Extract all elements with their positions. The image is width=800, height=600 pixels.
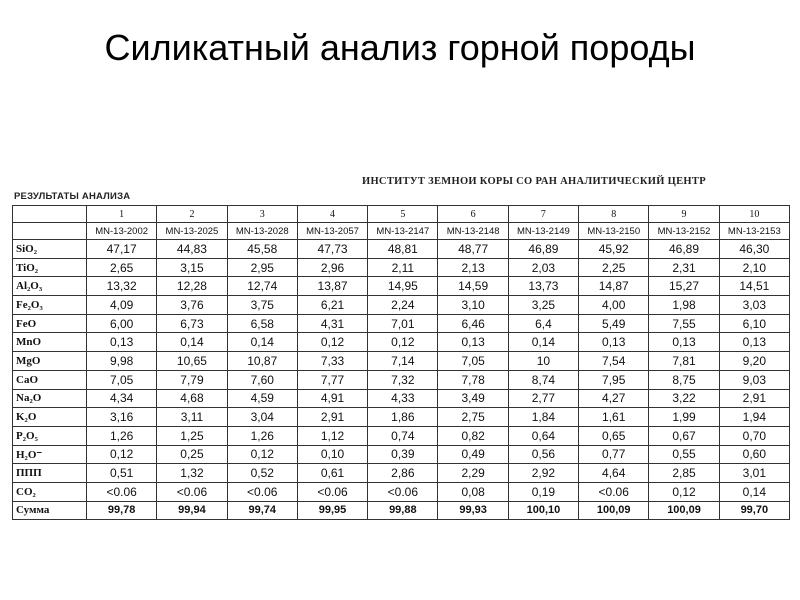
table-cell: 6,73 <box>157 314 227 333</box>
oxide-label: P₂O₅ <box>13 426 87 445</box>
sample-id: MN-13-2148 <box>438 223 508 240</box>
table-cell: 6,10 <box>719 314 789 333</box>
column-number: 9 <box>649 206 719 223</box>
table-cell: 9,03 <box>719 370 789 389</box>
table-cell: 8,75 <box>649 370 719 389</box>
table-cell: 1,12 <box>297 426 367 445</box>
table-cell: 3,16 <box>87 408 157 427</box>
table-cell: 3,03 <box>719 296 789 315</box>
sample-id: MN-13-2147 <box>368 223 438 240</box>
table-cell: 0,10 <box>297 445 367 464</box>
table-cell: 13,87 <box>297 277 367 296</box>
table-cell: 0,12 <box>297 333 367 352</box>
table-cell: 3,49 <box>438 389 508 408</box>
sample-id: MN-13-2153 <box>719 223 789 240</box>
table-cell: 7,05 <box>438 352 508 371</box>
table-cell: 3,76 <box>157 296 227 315</box>
table-cell: 0,56 <box>508 445 578 464</box>
table-row <box>13 314 790 333</box>
table-cell: 7,33 <box>297 352 367 371</box>
oxide-label: Fe₂O₃ <box>13 296 87 315</box>
table-cell: 13,73 <box>508 277 578 296</box>
table-cell: 99,74 <box>227 501 297 520</box>
table-cell: 2,91 <box>719 389 789 408</box>
table-cell: 0,14 <box>508 333 578 352</box>
table-cell: 2,13 <box>438 258 508 277</box>
table-cell: 1,26 <box>87 426 157 445</box>
table-cell: 2,91 <box>297 408 367 427</box>
table-row <box>13 333 790 352</box>
column-number: 5 <box>368 206 438 223</box>
table-cell: 46,30 <box>719 240 789 259</box>
table-cell: 2,03 <box>508 258 578 277</box>
oxide-label: K₂O <box>13 408 87 427</box>
table-row <box>13 501 790 520</box>
table-cell: 0,55 <box>649 445 719 464</box>
oxide-label: H₂O⁻ <box>13 445 87 464</box>
sample-id-row <box>13 223 790 240</box>
table-cell: 4,59 <box>227 389 297 408</box>
table-cell: 0,13 <box>649 333 719 352</box>
sample-id: MN-13-2002 <box>87 223 157 240</box>
table-cell: 6,58 <box>227 314 297 333</box>
table-cell: 0,67 <box>649 426 719 445</box>
table-cell: 99,93 <box>438 501 508 520</box>
table-cell: 1,98 <box>649 296 719 315</box>
table-cell: 14,95 <box>368 277 438 296</box>
table-cell: 99,94 <box>157 501 227 520</box>
table-cell: 12,28 <box>157 277 227 296</box>
table-cell: 7,79 <box>157 370 227 389</box>
table-cell: <0.06 <box>579 482 649 501</box>
table-cell: 0,13 <box>579 333 649 352</box>
table-cell: 46,89 <box>649 240 719 259</box>
results-header: РЕЗУЛЬТАТЫ АНАЛИЗА <box>14 191 131 202</box>
table-cell: 0,64 <box>508 426 578 445</box>
table-cell: 100,10 <box>508 501 578 520</box>
table-cell: 1,61 <box>579 408 649 427</box>
column-number-row <box>13 206 790 223</box>
table-cell: 0,14 <box>157 333 227 352</box>
column-number: 4 <box>297 206 367 223</box>
table-cell: 1,25 <box>157 426 227 445</box>
table-cell: 8,74 <box>508 370 578 389</box>
table-cell: 4,09 <box>87 296 157 315</box>
table-cell: 7,81 <box>649 352 719 371</box>
table-cell: 7,54 <box>579 352 649 371</box>
oxide-label: Al₂O₃ <box>13 277 87 296</box>
table-row <box>13 464 790 483</box>
table-cell: 7,05 <box>87 370 157 389</box>
column-number: 2 <box>157 206 227 223</box>
table-cell: 3,01 <box>719 464 789 483</box>
table-cell: 3,15 <box>157 258 227 277</box>
table-cell: <0.06 <box>297 482 367 501</box>
table-cell: 2,75 <box>438 408 508 427</box>
table-cell: 0,25 <box>157 445 227 464</box>
table-cell: 2,24 <box>368 296 438 315</box>
table-cell: 1,86 <box>368 408 438 427</box>
table-cell: 3,25 <box>508 296 578 315</box>
analysis-table <box>12 205 790 520</box>
column-number: 6 <box>438 206 508 223</box>
table-cell: 14,59 <box>438 277 508 296</box>
institute-header: ИНСТИТУТ ЗЕМНОИ КОРЫ СО РАН АНАЛИТИЧЕСКИЙ ЦЕНТР <box>362 176 706 187</box>
table-cell: 2,92 <box>508 464 578 483</box>
sample-id: MN-13-2149 <box>508 223 578 240</box>
slide-title: Силикатный анализ горной породы <box>104 27 696 68</box>
table-row <box>13 482 790 501</box>
oxide-label: TiO₂ <box>13 258 87 277</box>
table-cell: 4,00 <box>579 296 649 315</box>
oxide-label: Сумма <box>13 501 87 520</box>
table-cell: 2,85 <box>649 464 719 483</box>
column-number: 7 <box>508 206 578 223</box>
table-row <box>13 277 790 296</box>
table-row <box>13 240 790 259</box>
table-row <box>13 352 790 371</box>
table-cell: 6,46 <box>438 314 508 333</box>
table-cell: 2,31 <box>649 258 719 277</box>
table-cell: 14,51 <box>719 277 789 296</box>
table-cell: 3,04 <box>227 408 297 427</box>
table-cell: 2,25 <box>579 258 649 277</box>
table-cell: 0,70 <box>719 426 789 445</box>
table-cell: 47,17 <box>87 240 157 259</box>
table-cell: 0,12 <box>227 445 297 464</box>
table-cell: 0,52 <box>227 464 297 483</box>
table-cell: 0,14 <box>719 482 789 501</box>
table-row <box>13 296 790 315</box>
table-cell: 6,4 <box>508 314 578 333</box>
column-number: 1 <box>87 206 157 223</box>
table-cell: 0,82 <box>438 426 508 445</box>
table-cell: 2,10 <box>719 258 789 277</box>
table-cell: 10,87 <box>227 352 297 371</box>
table-cell: 0,13 <box>719 333 789 352</box>
oxide-label: MgO <box>13 352 87 371</box>
table-cell: <0.06 <box>157 482 227 501</box>
table-cell: 0,39 <box>368 445 438 464</box>
table-cell: 1,26 <box>227 426 297 445</box>
table-cell: 0,61 <box>297 464 367 483</box>
table-cell: 48,77 <box>438 240 508 259</box>
oxide-label: FeO <box>13 314 87 333</box>
table-cell: 12,74 <box>227 277 297 296</box>
table-cell: 7,77 <box>297 370 367 389</box>
table-cell: 47,73 <box>297 240 367 259</box>
table-cell: 99,70 <box>719 501 789 520</box>
table-cell: 0,12 <box>368 333 438 352</box>
table-cell: 2,96 <box>297 258 367 277</box>
table-cell: 45,92 <box>579 240 649 259</box>
corner-cell <box>13 206 87 223</box>
table-row <box>13 445 790 464</box>
table-row <box>13 426 790 445</box>
sample-id: MN-13-2028 <box>227 223 297 240</box>
oxide-label: MnO <box>13 333 87 352</box>
table-cell: 3,11 <box>157 408 227 427</box>
table-cell: 7,95 <box>579 370 649 389</box>
table-cell: 99,88 <box>368 501 438 520</box>
table-cell: 7,78 <box>438 370 508 389</box>
table-row <box>13 408 790 427</box>
table-cell: 1,99 <box>649 408 719 427</box>
table-cell: 0,19 <box>508 482 578 501</box>
table-cell: 7,55 <box>649 314 719 333</box>
table-cell: 99,95 <box>297 501 367 520</box>
oxide-label: Na₂O <box>13 389 87 408</box>
table-cell: 0,51 <box>87 464 157 483</box>
oxide-label: CO₂ <box>13 482 87 501</box>
table-cell: 4,31 <box>297 314 367 333</box>
sample-id: MN-13-2025 <box>157 223 227 240</box>
table-cell: 0,74 <box>368 426 438 445</box>
sample-id: MN-13-2150 <box>579 223 649 240</box>
table-cell: 9,98 <box>87 352 157 371</box>
table-row <box>13 370 790 389</box>
table-cell: 7,32 <box>368 370 438 389</box>
table-cell: 0,12 <box>87 445 157 464</box>
table-cell: 4,91 <box>297 389 367 408</box>
table-cell: 0,13 <box>438 333 508 352</box>
table-cell: 4,68 <box>157 389 227 408</box>
column-number: 8 <box>579 206 649 223</box>
corner-cell <box>13 223 87 240</box>
table-cell: 100,09 <box>649 501 719 520</box>
table-cell: 10 <box>508 352 578 371</box>
table-cell: 2,29 <box>438 464 508 483</box>
table-cell: 2,86 <box>368 464 438 483</box>
table-cell: 4,33 <box>368 389 438 408</box>
table-cell: 100,09 <box>579 501 649 520</box>
oxide-label: SiO₂ <box>13 240 87 259</box>
table-cell: 1,84 <box>508 408 578 427</box>
table-cell: 5,49 <box>579 314 649 333</box>
table-cell: 3,22 <box>649 389 719 408</box>
table-cell: 0,77 <box>579 445 649 464</box>
table-cell: 4,64 <box>579 464 649 483</box>
table-cell: 2,65 <box>87 258 157 277</box>
table-cell: 6,21 <box>297 296 367 315</box>
table-cell: 2,11 <box>368 258 438 277</box>
table-cell: 0,14 <box>227 333 297 352</box>
table-cell: <0.06 <box>368 482 438 501</box>
table-cell: 0,65 <box>579 426 649 445</box>
table-cell: 0,49 <box>438 445 508 464</box>
table-cell: 46,89 <box>508 240 578 259</box>
table-cell: 13,32 <box>87 277 157 296</box>
column-number: 10 <box>719 206 789 223</box>
table-cell: 4,27 <box>579 389 649 408</box>
table-cell: 7,60 <box>227 370 297 389</box>
table-cell: 0,08 <box>438 482 508 501</box>
table-cell: 0,13 <box>87 333 157 352</box>
table-row <box>13 258 790 277</box>
table-cell: 7,14 <box>368 352 438 371</box>
table-cell: 0,60 <box>719 445 789 464</box>
table-cell: <0.06 <box>87 482 157 501</box>
table-cell: 1,32 <box>157 464 227 483</box>
table-cell: 99,78 <box>87 501 157 520</box>
table-cell: 4,34 <box>87 389 157 408</box>
table-cell: 48,81 <box>368 240 438 259</box>
table-cell: 45,58 <box>227 240 297 259</box>
oxide-label: CaO <box>13 370 87 389</box>
table-cell: 0,12 <box>649 482 719 501</box>
table-row <box>13 389 790 408</box>
table-cell: 3,10 <box>438 296 508 315</box>
table-cell: 1,94 <box>719 408 789 427</box>
table-cell: 14,87 <box>579 277 649 296</box>
table-cell: 44,83 <box>157 240 227 259</box>
table-cell: 3,75 <box>227 296 297 315</box>
sample-id: MN-13-2057 <box>297 223 367 240</box>
oxide-label: ППП <box>13 464 87 483</box>
table-cell: 6,00 <box>87 314 157 333</box>
table-cell: 9,20 <box>719 352 789 371</box>
column-number: 3 <box>227 206 297 223</box>
table-cell: 15,27 <box>649 277 719 296</box>
table-cell: 7,01 <box>368 314 438 333</box>
table-cell: 2,95 <box>227 258 297 277</box>
table-cell: <0.06 <box>227 482 297 501</box>
sample-id: MN-13-2152 <box>649 223 719 240</box>
table-cell: 10,65 <box>157 352 227 371</box>
table-cell: 2,77 <box>508 389 578 408</box>
